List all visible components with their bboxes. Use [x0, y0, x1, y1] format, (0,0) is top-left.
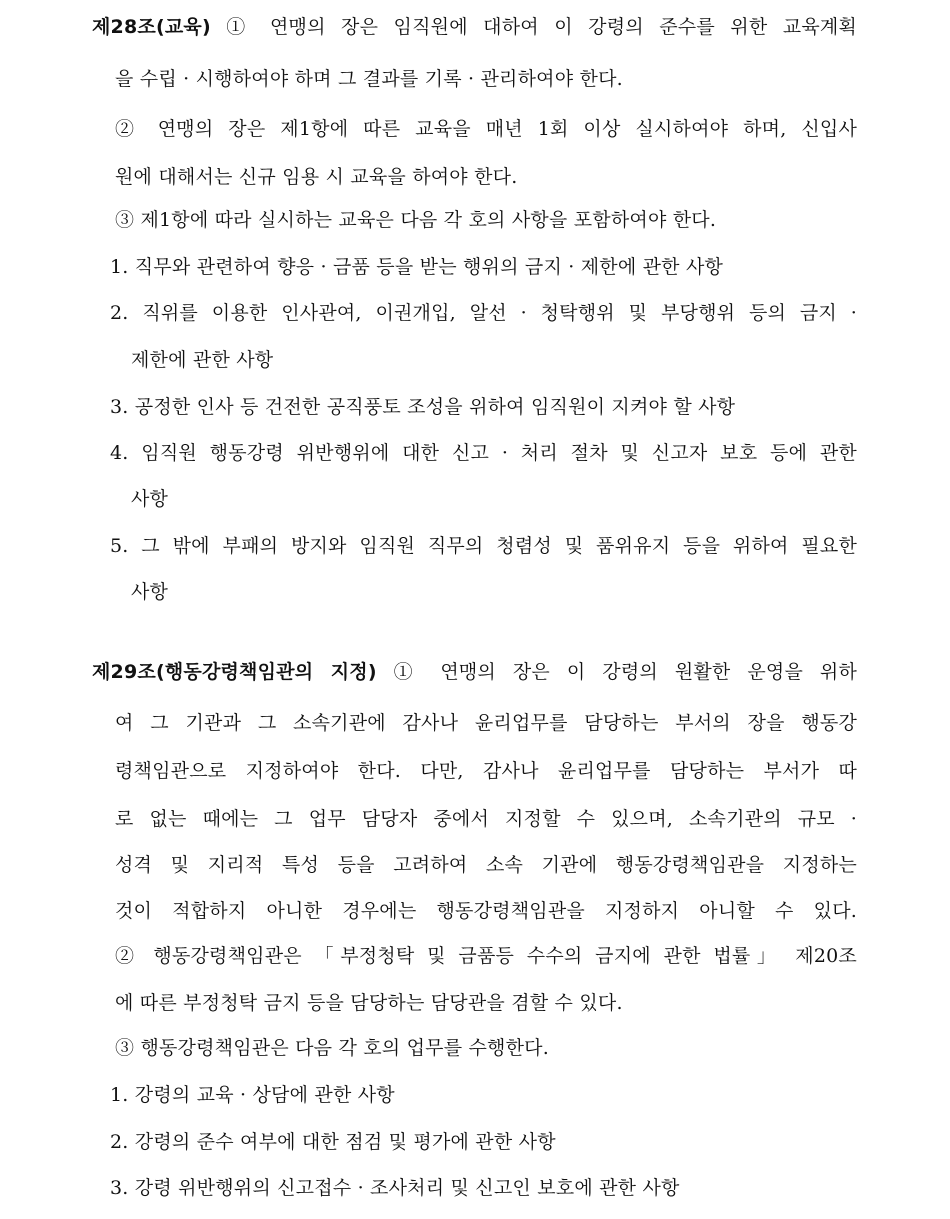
- article-28-item-3: 3. 공정한 인사 등 건전한 공직풍토 조성을 위하여 임직원이 지켜야 할 사항: [110, 396, 736, 418]
- article-29-item-3: 3. 강령 위반행위의 신고접수 · 조사처리 및 신고인 보호에 관한 사항: [110, 1177, 680, 1199]
- article-29-line-2: 여 그 기관과 그 소속기관에 감사나 윤리업무를 담당하는 부서의 장을 행동강: [115, 712, 857, 734]
- article-28-line-4: 원에 대해서는 신규 임용 시 교육을 하여야 한다.: [115, 166, 518, 188]
- article-28-line-3: ② 연맹의 장은 제1항에 따른 교육을 매년 1회 이상 실시하여야 하며, 신입사: [115, 118, 857, 140]
- article-28-heading: 제28조(교육): [92, 16, 211, 38]
- article-29-item-2: 2. 강령의 준수 여부에 대한 점검 및 평가에 관한 사항: [110, 1131, 556, 1153]
- article-29-line-4: 로 없는 때에는 그 업무 담당자 중에서 지정할 수 있으며, 소속기관의 규모 ·: [115, 808, 857, 830]
- article-28-item-1: 1. 직무와 관련하여 향응 · 금품 등을 받는 행위의 금지 · 제한에 관한 사항: [110, 256, 724, 278]
- article-29-item-1: 1. 강령의 교육 · 상담에 관한 사항: [110, 1084, 395, 1106]
- article-28-item-2: 2. 직위를 이용한 인사관여, 이권개입, 알선 · 청탁행위 및 부당행위 등의 금지 ·: [110, 302, 857, 324]
- article-29-line-3: 령책임관으로 지정하여야 한다. 다만, 감사나 윤리업무를 담당하는 부서가 따: [115, 760, 857, 782]
- article-28-item-5: 5. 그 밖에 부패의 방지와 임직원 직무의 청렴성 및 품위유지 등을 위하여 필요한: [110, 535, 857, 557]
- article-29-line-5: 성격 및 지리적 특성 등을 고려하여 소속 기관에 행동강령책임관을 지정하는: [115, 854, 857, 876]
- article-28-item-2-cont: 제한에 관한 사항: [131, 349, 274, 371]
- article-28-first-line: [92, 14, 857, 40]
- article-28-line-2: 을 수립 · 시행하여야 하며 그 결과를 기록 · 관리하여야 한다.: [115, 68, 623, 90]
- article-29-line-9: ③ 행동강령책임관은 다음 각 호의 업무를 수행한다.: [115, 1037, 549, 1059]
- article-28-item-4: 4. 임직원 행동강령 위반행위에 대한 신고 · 처리 절차 및 신고자 보호 등에 관한: [110, 442, 857, 464]
- article-28-item-4-cont: 사항: [131, 488, 169, 510]
- article-29-line-1: ① 연맹의 장은 이 강령의 원활한 운영을 위하: [393, 661, 858, 683]
- article-28-line-1: ① 연맹의 장은 임직원에 대하여 이 강령의 준수를 위한 교육계획: [226, 16, 857, 38]
- article-29-line-6: 것이 적합하지 아니한 경우에는 행동강령책임관을 지정하지 아니할 수 있다.: [115, 900, 857, 922]
- article-28-line-5: ③ 제1항에 따라 실시하는 교육은 다음 각 호의 사항을 포함하여야 한다.: [115, 209, 717, 231]
- article-29-line-8: 에 따른 부정청탁 금지 등을 담당하는 담당관을 겸할 수 있다.: [115, 992, 623, 1014]
- article-29-first-line: [92, 659, 857, 685]
- article-29-line-7: ② 행동강령책임관은 「부정청탁 및 금품등 수수의 금지에 관한 법률」 제20조: [115, 945, 857, 967]
- article-28-item-5-cont: 사항: [131, 581, 169, 603]
- article-29-heading: 제29조(행동강령책임관의 지정): [92, 661, 377, 683]
